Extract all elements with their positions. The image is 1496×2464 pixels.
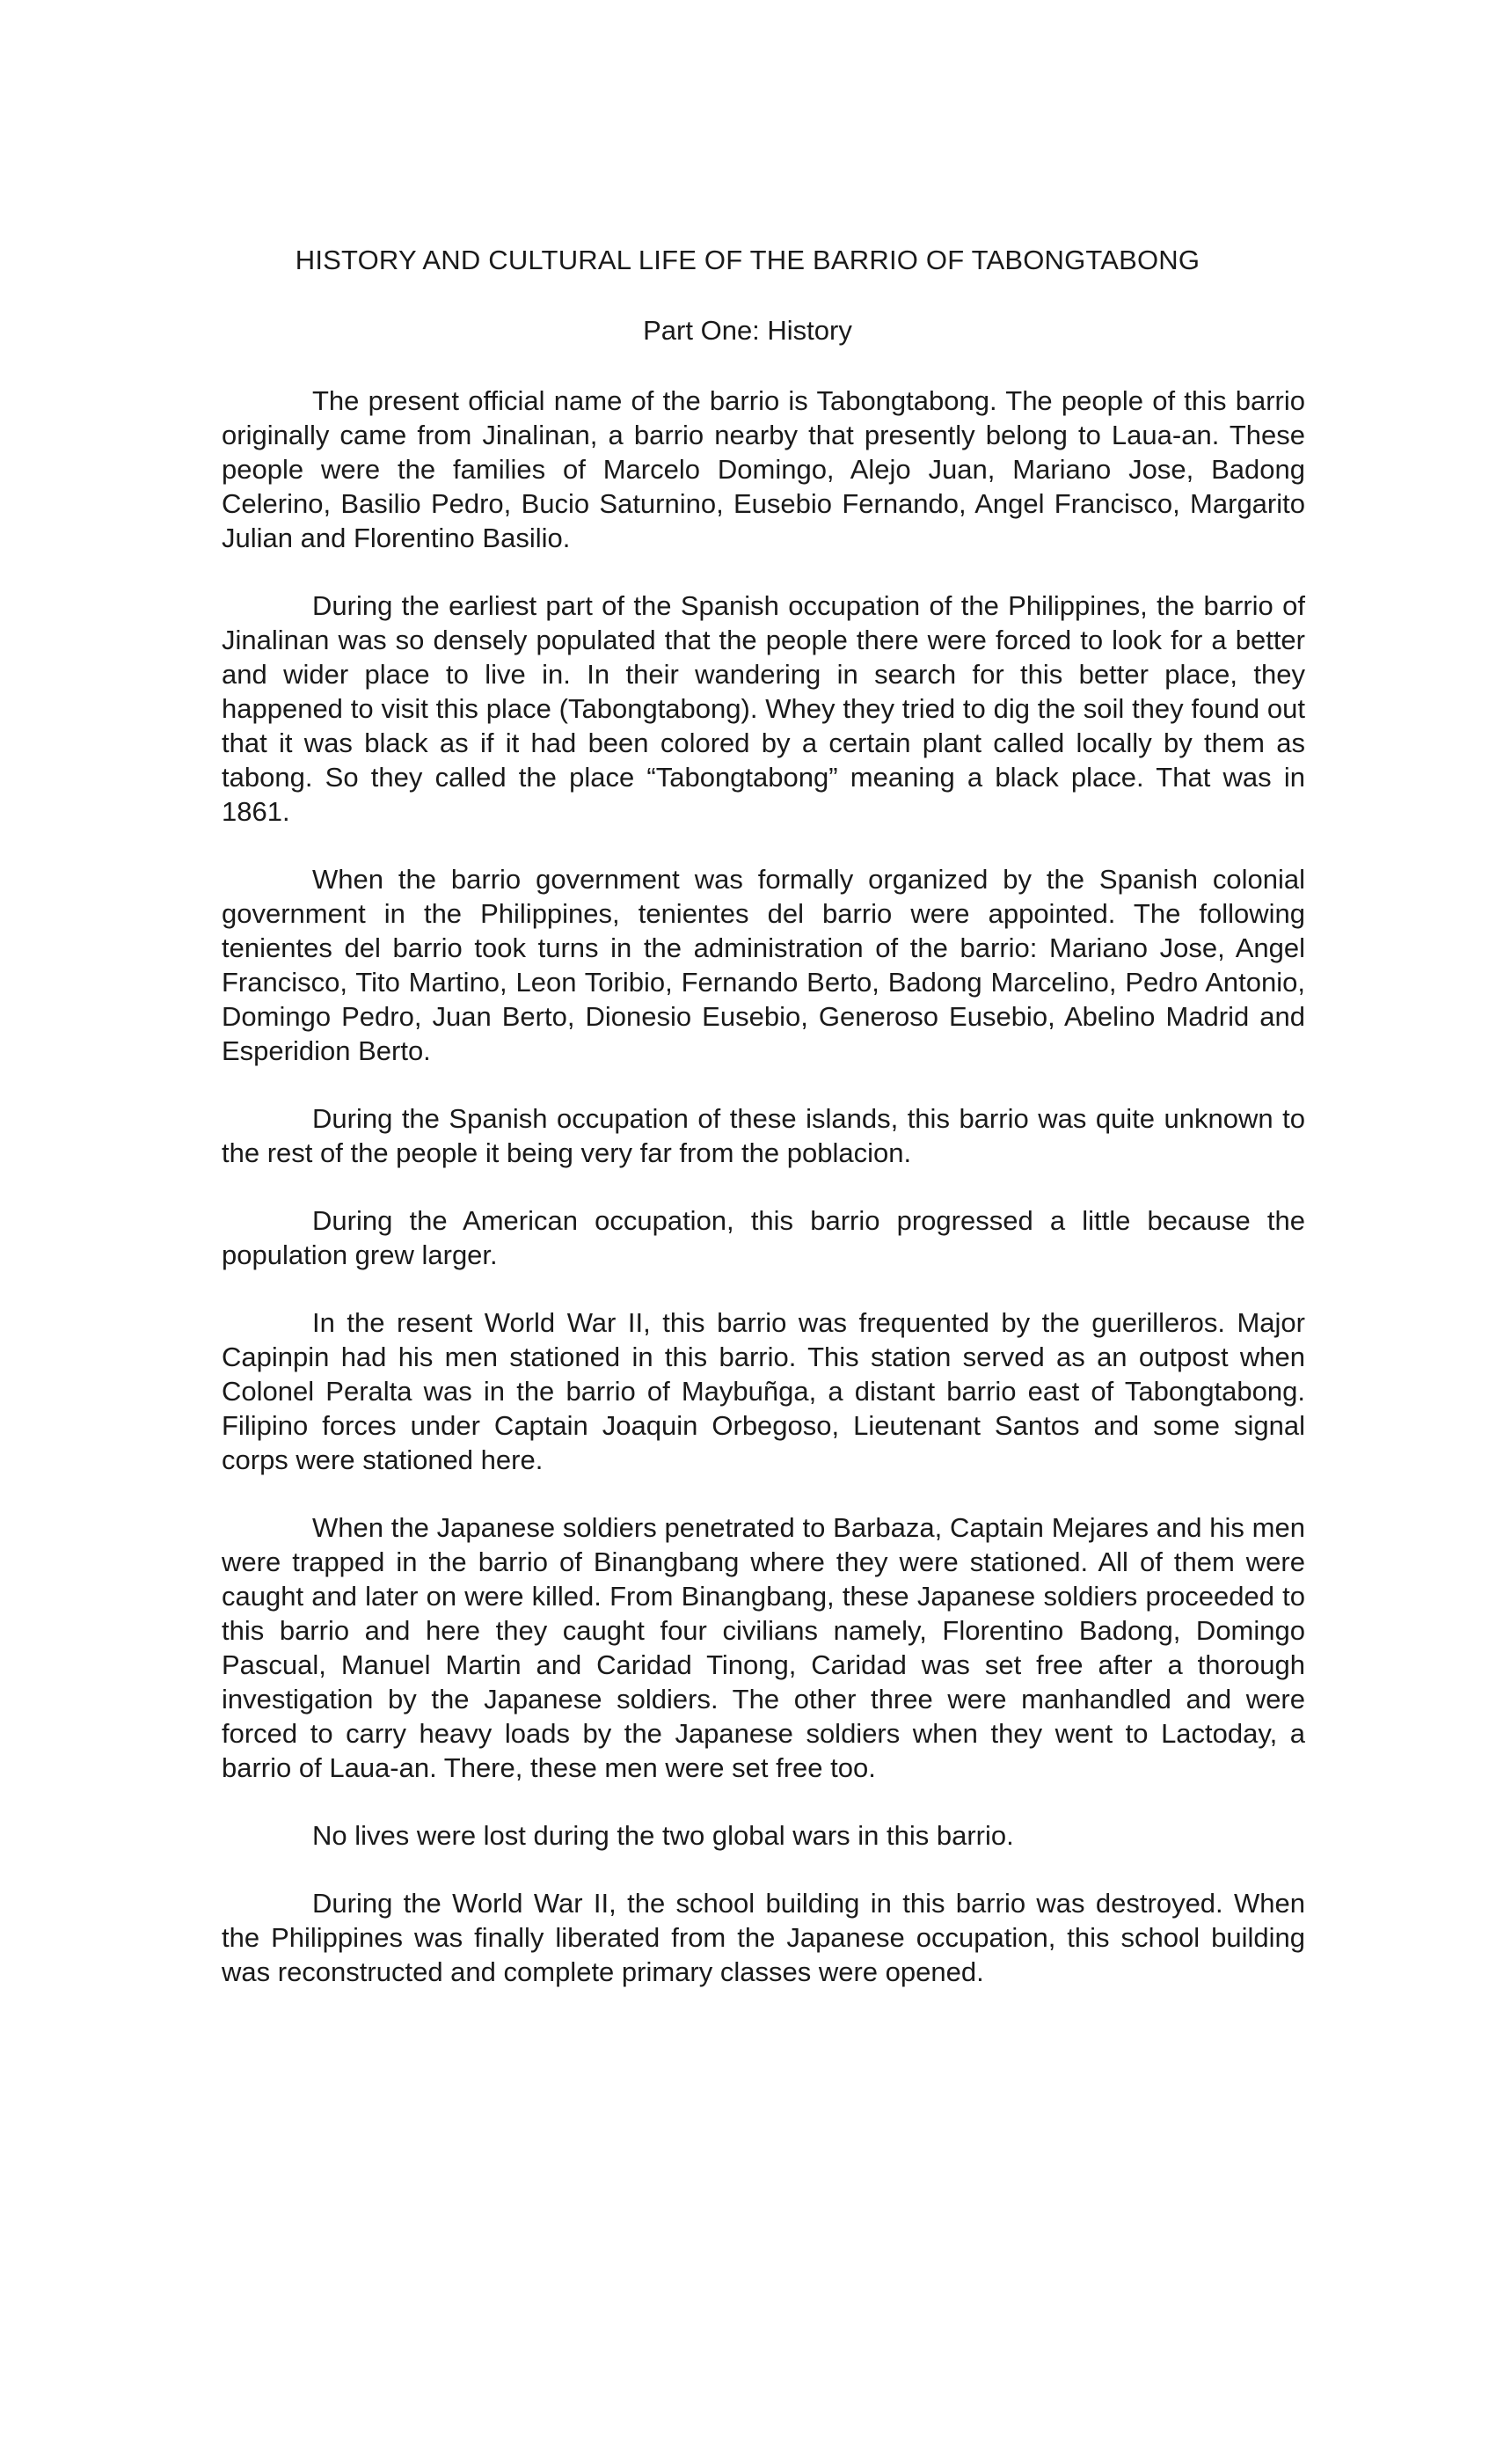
paragraph-american-occupation: During the American occupation, this barrio progressed a little because the population grew larger.	[222, 1205, 1305, 1270]
paragraph-no-lives-lost: No lives were lost during the two global wars in this barrio.	[312, 1820, 1014, 1851]
section-heading: Part One: History	[643, 315, 852, 346]
paragraph-school-building: During the World War II, the school building in this barrio was destroyed. When the Philippines was finally liberated from the Japanese occupation, this school building was reconstructed and complete primary classes were opened.	[222, 1888, 1305, 1987]
paragraph-japanese-soldiers: When the Japanese soldiers penetrated to Barbaza, Captain Mejares and his men were trapped in the barrio of Binangbang where they were stationed. All of them were caught and later on were killed. From Binangbang, these Japanese soldiers proceeded to this barrio and here they caught four civilians namely, Florentino Badong, Domingo Pascual, Manuel Martin and Caridad Tinong, Caridad was set free after a thorough investigation by the Japanese soldiers. The other three were manhandled and were forced to carry heavy loads by the Japanese soldiers when they went to Lactoday, a barrio of Laua-an. There, these men were set free too.	[222, 1512, 1305, 1783]
paragraph-spanish-origin: During the earliest part of the Spanish occupation of the Philippines, the barrio of Jinalinan was so densely populated that the people there were forced to look for a better and wider place to live in. In their wandering in search for this better place, they happened to visit this place (Tabongtabong). Whey they tried to dig the soil they found out that it was black as if it had been colored by a certain plant called locally by them as tabong. So they called the place “Tabongtabong” meaning a black place. That was in 1861.	[222, 590, 1305, 827]
paragraph-tenientes: When the barrio government was formally organized by the Spanish colonial government in the Philippines, tenientes del barrio were appointed. The following tenientes del barrio took turns in the administration of the barrio: Mariano Jose, Angel Francisco, Tito Martino, Leon Toribio, Fernando Berto, Badong Marcelino, Pedro Antonio, Domingo Pedro, Juan Berto, Dionesio Eusebio, Generoso Eusebio, Abelino Madrid and Esperidion Berto.	[222, 864, 1305, 1066]
paragraph-world-war-guerilleros: In the resent World War II, this barrio was frequented by the guerilleros. Major Capinpin had his men stationed in this barrio. This station served as an outpost when Colonel Peralta was in the barrio of Maybuñga, a distant barrio east of Tabongtabong. Filipino forces under Captain Joaquin Orbegoso, Lieutenant Santos and some signal corps were stationed here.	[222, 1307, 1305, 1475]
paragraph-spanish-occupation: During the Spanish occupation of these islands, this barrio was quite unknown to the rest of the people it being very far from the poblacion.	[222, 1103, 1305, 1168]
document-title: HISTORY AND CULTURAL LIFE OF THE BARRIO OF TABONGTABONG	[295, 245, 1200, 275]
document-body	[222, 384, 1305, 2022]
paragraph-barrio-name: The present official name of the barrio is Tabongtabong. The people of this barrio originally came from Jinalinan, a barrio nearby that presently belong to Laua-an. These people were the families of Marcelo Domingo, Alejo Juan, Mariano Jose, Badong Celerino, Basilio Pedro, Bucio Saturnino, Eusebio Fernando, Angel Francisco, Margarito Julian and Florentino Basilio.	[222, 385, 1305, 553]
